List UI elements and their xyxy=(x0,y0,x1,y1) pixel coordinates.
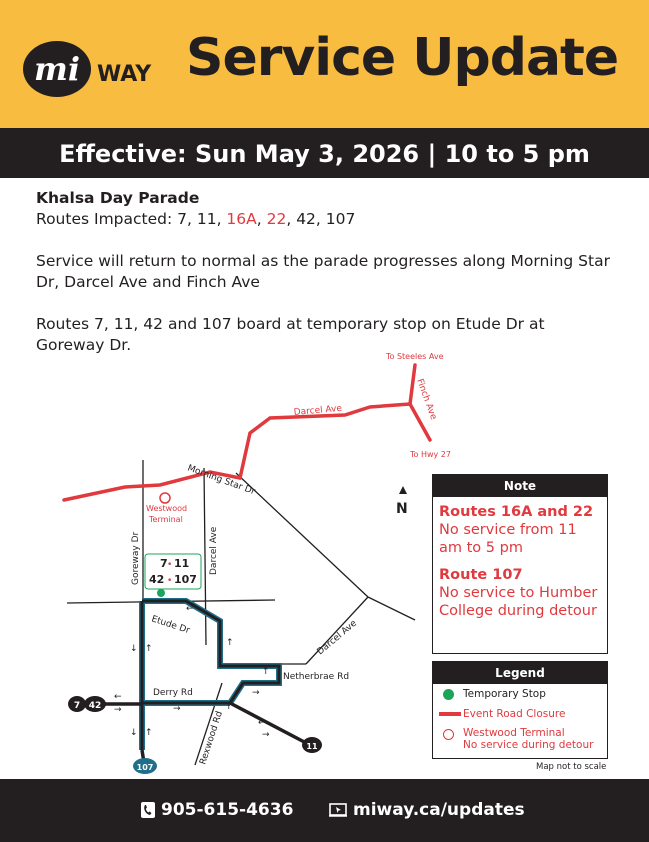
to-hwy27-label: To Hwy 27 xyxy=(410,450,451,459)
notice-title: Khalsa Day Parade xyxy=(36,189,200,207)
svg-text:←: ← xyxy=(114,692,122,702)
svg-text:→: → xyxy=(252,688,260,698)
svg-text:↑: ↑ xyxy=(225,702,233,712)
legend-temp-stop: Temporary Stop xyxy=(433,684,607,704)
legend-terminal: Westwood Terminal No service during detour xyxy=(433,724,607,752)
detour-map xyxy=(50,345,451,775)
badge-7: 7 xyxy=(73,701,81,711)
svg-text:7: 7 xyxy=(160,557,168,570)
note-item-1-title: Routes 16A and 22 xyxy=(439,504,594,520)
darcel-top-label: Darcel Ave xyxy=(293,403,343,418)
temp-stop-box xyxy=(145,554,201,589)
page-title: Service Update xyxy=(186,28,619,88)
westwood-label-2: Terminal xyxy=(149,515,183,524)
finch-label: Finch Ave xyxy=(414,377,439,422)
svg-text:↑: ↑ xyxy=(262,667,270,677)
temp-stop-icon xyxy=(157,589,165,597)
svg-text:↑: ↑ xyxy=(145,644,153,654)
footer xyxy=(0,779,649,842)
legend-closure: Event Road Closure xyxy=(433,704,607,724)
westwood-label-1: Westwood xyxy=(146,504,188,513)
svg-text:•: • xyxy=(167,576,173,586)
miway-logo xyxy=(22,38,162,100)
header-banner xyxy=(0,0,649,128)
direction-arrows xyxy=(114,604,270,740)
north-arrow-icon xyxy=(399,486,407,494)
badge-42: 42 xyxy=(88,701,102,711)
legend-heading: Legend xyxy=(433,662,607,684)
route-22: 22 xyxy=(266,210,287,228)
notice-paragraph-1: Service will return to normal as the parade progresses along Morning Star Dr, Darcel Ave and Finch Ave xyxy=(36,252,610,291)
note-box xyxy=(432,474,608,654)
svg-text:11: 11 xyxy=(174,557,190,570)
svg-text:↑: ↑ xyxy=(145,728,153,738)
legend-box xyxy=(432,661,608,759)
darcel-road-vertical xyxy=(204,468,206,645)
closure-legend-icon xyxy=(439,712,461,716)
derry-label: Derry Rd xyxy=(153,688,193,698)
roads xyxy=(67,460,415,765)
footer-phone[interactable]: 905-615-4636 xyxy=(141,800,293,820)
svg-text:107: 107 xyxy=(174,573,197,586)
phone-icon xyxy=(141,802,155,818)
svg-text:→: → xyxy=(262,730,270,740)
note-item-2-text: No service to Humber College during detour xyxy=(439,585,598,619)
note-item-2-title: Route 107 xyxy=(439,567,523,583)
red-labels xyxy=(146,352,451,524)
badge-11: 11 xyxy=(306,742,318,751)
westwood-terminal-icon xyxy=(160,493,170,503)
svg-text:→: → xyxy=(173,704,181,714)
darcel-diagonal-label: Darcel Ave xyxy=(315,618,359,658)
to-steeles-label: To Steeles Ave xyxy=(386,352,444,361)
morning-star-label: Morning Star Dr xyxy=(185,463,257,498)
temp-stop-legend-icon xyxy=(443,689,454,700)
scale-note: Map not to scale xyxy=(536,762,607,772)
rexwood-label: Rexwood Rd xyxy=(198,710,225,766)
north-label: N xyxy=(396,501,408,517)
note-item-2 xyxy=(433,557,607,620)
morning-star-road xyxy=(236,473,368,597)
svg-text:↓: ↓ xyxy=(130,644,138,654)
note-item-1 xyxy=(433,497,607,557)
svg-text:42: 42 xyxy=(149,573,165,586)
terminal-legend-icon xyxy=(443,729,454,740)
svg-text:←: ← xyxy=(258,718,266,728)
badge-107: 107 xyxy=(136,763,154,772)
svg-text:↑: ↑ xyxy=(226,638,234,648)
closure-route xyxy=(64,365,430,500)
darcel-vertical-label: Darcel Ave xyxy=(209,526,219,575)
note-heading: Note xyxy=(433,475,607,497)
logo-mi: mi xyxy=(33,50,81,88)
route-badges xyxy=(68,696,322,774)
etude-label: Etude Dr xyxy=(150,614,191,637)
svg-text:↓: ↓ xyxy=(130,728,138,738)
netherbrae-label: Netherbrae Rd xyxy=(283,672,350,682)
effective-date-bar: Effective: Sun May 3, 2026 | 10 to 5 pm xyxy=(0,128,649,178)
svg-text:→: → xyxy=(114,705,122,715)
logo-way: WAY xyxy=(97,62,152,87)
footer-url[interactable]: miway.ca/updates xyxy=(329,800,525,820)
goreway-label: Goreway Dr xyxy=(131,531,141,585)
notice-paragraph-2: Routes 7, 11, 42 and 107 board at temporary stop on Etude Dr at Goreway Dr. xyxy=(36,315,545,354)
web-icon xyxy=(329,803,347,817)
svg-text:←: ← xyxy=(186,604,194,614)
svg-text:•: • xyxy=(167,560,173,570)
note-item-1-text: No service from 11 am to 5 pm xyxy=(439,522,577,556)
routes-impacted: Routes Impacted: 7, 11, 16A, 22, 42, 107 xyxy=(36,210,356,228)
route-16a: 16A xyxy=(226,210,257,228)
notice-text xyxy=(36,188,616,356)
